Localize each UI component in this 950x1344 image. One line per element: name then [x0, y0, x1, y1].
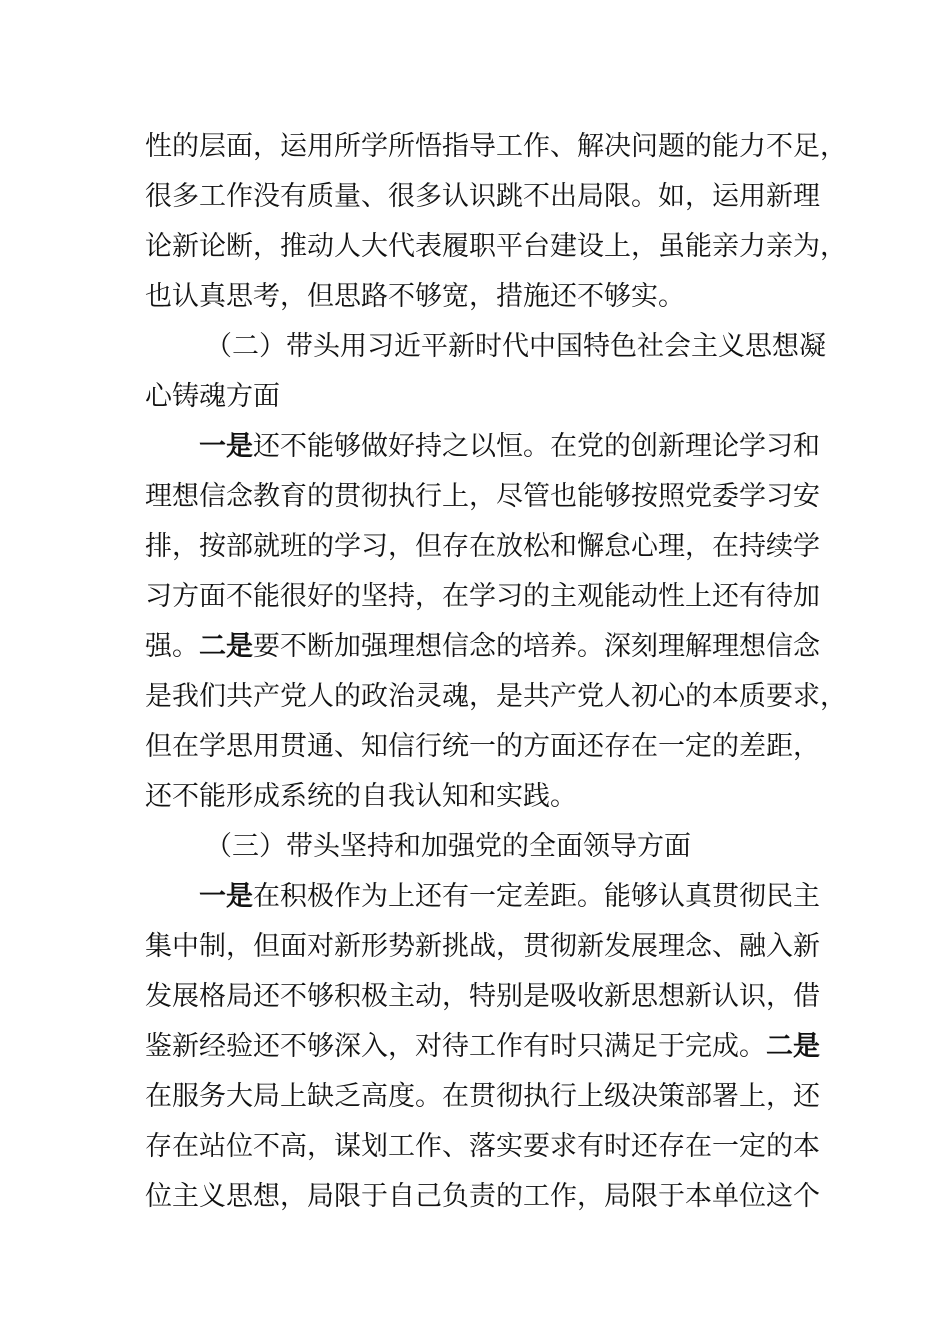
section-heading-2 — [145, 322, 826, 372]
paragraph-line — [145, 522, 820, 572]
line-text: 发展格局还不够积极主动，特别是吸收新思想新认识，借 — [145, 981, 820, 1012]
line-text: 论新论断，推动人大代表履职平台建设上，虽能亲力亲为， — [145, 231, 847, 262]
line-text: 性的层面，运用所学所悟指导工作、解决问题的能力不足， — [145, 131, 847, 162]
paragraph-line — [145, 122, 847, 172]
paragraph-line — [145, 1172, 820, 1222]
paragraph-line — [145, 572, 820, 622]
point-label: 一是 — [199, 431, 253, 462]
line-text: 鉴新经验还不够深入，对待工作有时只满足于完成。 — [145, 1031, 766, 1062]
paragraph-line — [145, 772, 810, 822]
line-text: 存在站位不高，谋划工作、落实要求有时还存在一定的本 — [145, 1131, 820, 1162]
line-text: 在积极作为上还有一定差距。能够认真贯彻民主 — [253, 881, 820, 912]
heading-text: 心铸魂方面 — [145, 381, 280, 412]
document-body — [145, 122, 847, 1222]
point-label: 二是 — [766, 1031, 820, 1062]
point-label: 一是 — [199, 881, 253, 912]
paragraph-first-line — [145, 422, 820, 472]
line-text: 很多工作没有质量、很多认识跳不出局限。如，运用新理 — [145, 181, 820, 212]
paragraph-line — [145, 622, 820, 672]
heading-text: （二）带头用习近平新时代中国特色社会主义思想凝 — [205, 331, 826, 362]
paragraph-line — [145, 722, 820, 772]
paragraph-line — [145, 172, 820, 222]
line-text: 还不能够做好持之以恒。在党的创新理论学习和 — [253, 431, 820, 462]
line-text: 集中制，但面对新形势新挑战，贯彻新发展理念、融入新 — [145, 931, 820, 962]
heading-text: （三）带头坚持和加强党的全面领导方面 — [205, 831, 691, 862]
line-text: 但在学思用贯通、知信行统一的方面还存在一定的差距， — [145, 731, 820, 762]
paragraph-line — [145, 272, 810, 322]
paragraph-line — [145, 972, 820, 1022]
section-heading-3 — [145, 822, 810, 872]
line-text: 位主义思想，局限于自己负责的工作，局限于本单位这个 — [145, 1181, 820, 1212]
line-text: 理想信念教育的贯彻执行上，尽管也能够按照党委学习安 — [145, 481, 820, 512]
point-label: 二是 — [199, 631, 253, 662]
paragraph-line — [145, 1022, 820, 1072]
line-text: 排，按部就班的学习，但存在放松和懈怠心理，在持续学 — [145, 531, 820, 562]
line-text: 还不能形成系统的自我认知和实践。 — [145, 781, 577, 812]
line-text-continued: 要不断加强理想信念的培养。深刻理解理想信念 — [253, 631, 820, 662]
line-text: 强。 — [145, 631, 199, 662]
line-text: 习方面不能很好的坚持，在学习的主观能动性上还有待加 — [145, 581, 820, 612]
paragraph-line — [145, 1072, 820, 1122]
line-text: 也认真思考，但思路不够宽，措施还不够实。 — [145, 281, 685, 312]
paragraph-line — [145, 222, 847, 272]
paragraph-line — [145, 672, 847, 722]
line-text: 是我们共产党人的政治灵魂，是共产党人初心的本质要求， — [145, 681, 847, 712]
paragraph-line — [145, 472, 820, 522]
section-heading-2-continued — [145, 372, 810, 422]
paragraph-line — [145, 1122, 820, 1172]
paragraph-line — [145, 922, 820, 972]
line-text: 在服务大局上缺乏高度。在贯彻执行上级决策部署上，还 — [145, 1081, 820, 1112]
paragraph-first-line — [145, 872, 820, 922]
